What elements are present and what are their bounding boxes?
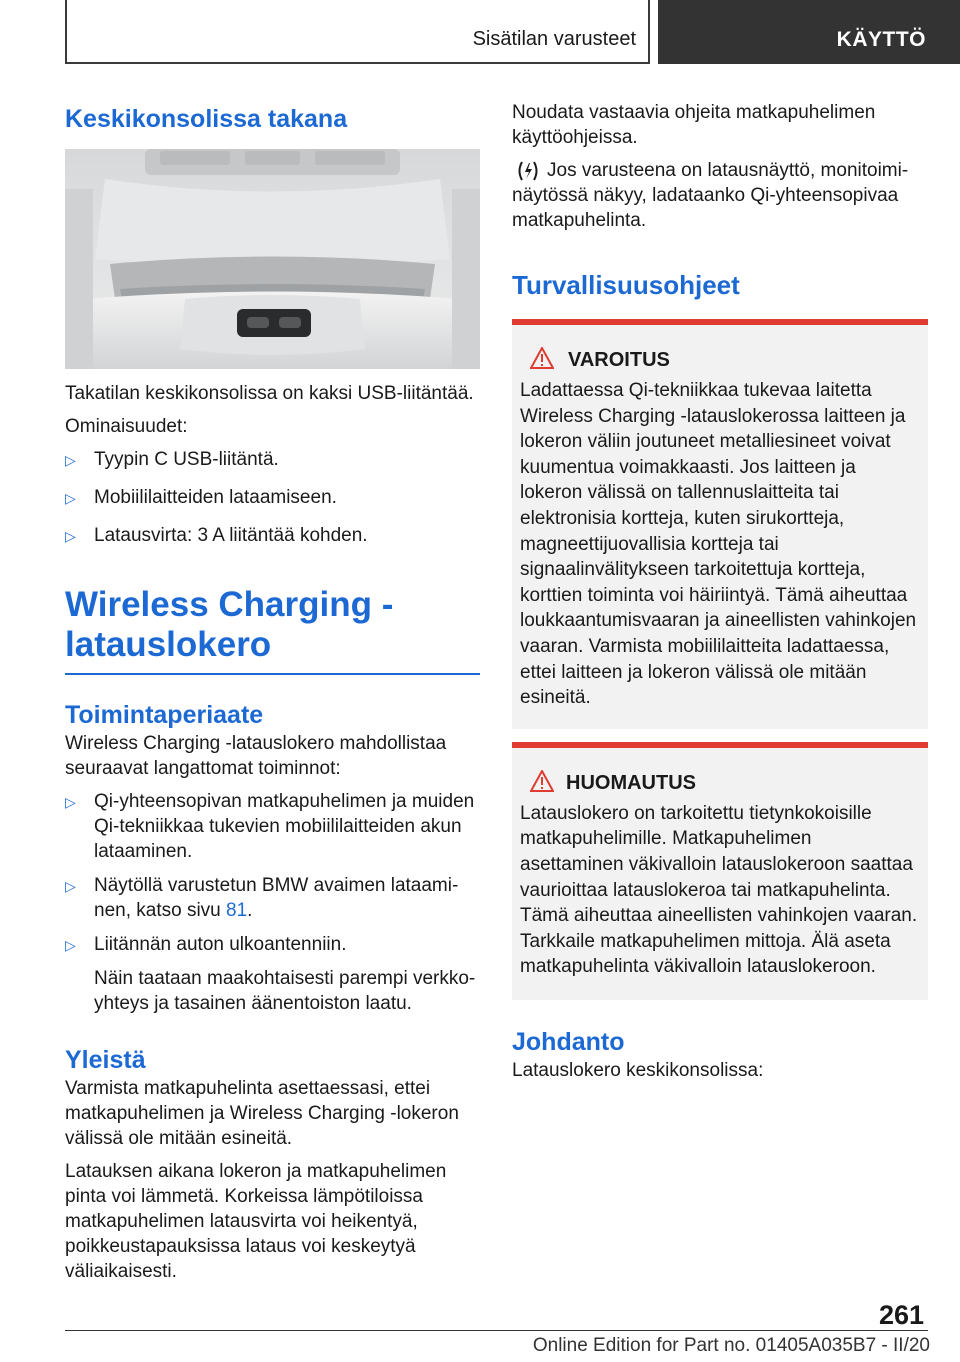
header-chapter-label: KÄYTTÖ <box>836 28 926 51</box>
antenna-note: Näin taataan maakohtaisesti parempi verkkoyhteys ja tasainen äänentoiston laatu. <box>94 968 476 1014</box>
features-list <box>65 447 480 548</box>
list-item: ▷ Qi-yhteensopivan matkapuhelimen ja muiden Qi-tekniikkaa tukevien mobiililaitteiden akun lataaminen. <box>65 791 475 862</box>
wireless-charging-title: Wireless Charging -latauslokero <box>65 585 394 664</box>
edition-info: Online Edition for Part no. 01405A035B7 - II/20 <box>532 1335 930 1356</box>
general-paragraph-1: Varmista matkapuhelinta asettaessasi, ettei matkapuhelimen ja Wireless Charging -lokeron välissä ole mitään esineitä. <box>65 1078 459 1149</box>
principle-heading: Toimintaperiaate <box>65 701 264 729</box>
intro-paragraph: Noudata vastaavia ohjeita matkapuhelimen käyttöohjeissa. <box>512 102 876 148</box>
warning-text: Ladattaessa Qi-tekniikkaa tukevaa laitetta Wireless Charging -latauslokerossa laitteen ja lokeron väliin joutuneet metalliesineet voivat kuumentua voimakkaasti. Jos laitteen ja lokeron välissä on tallennuslaitteita tai elektronisia kortteja, kuten sirukortteja, magneettijuovallisia kortteja tai signaalinvälitykseen tarkoitettuja kortteja, korttien toiminta voi häiriintyä. Tämä aiheuttaa loukkaantumisvaaran ja aineellisten vahinkojen vaaran. Varmista mobiililaitteita ladattaessa, ettei laitteen ja lokeron välissä ole mitään esineitä. <box>520 380 917 709</box>
list-item: ▷ Tyypin C USB-liitäntä. <box>65 447 480 472</box>
notice-label: HUOMAUTUS <box>566 771 696 794</box>
list-item: ▷ Latausvirta: 3 A liitäntää kohden. <box>65 523 480 548</box>
photo-caption: Takatilan keskikonsolissa on kaksi USB-liitäntää. <box>65 383 474 404</box>
triangle-bullet-icon: ▷ <box>65 878 76 894</box>
warning-box <box>512 319 928 729</box>
display-note: Jos varusteena on latausnäyttö, monitoiminäytössä näkyy, ladataanko Qi-yhteensopivaa matkapuhelinta. <box>512 160 909 231</box>
notice-box <box>512 742 928 1000</box>
list-item: ▷ Mobiililaitteiden lataamiseen. <box>65 485 480 510</box>
list-item: ▷ Näytöllä varustetun BMW avaimen lataaminen, katso sivu 81. <box>65 875 459 921</box>
introduction-heading: Johdanto <box>512 1027 625 1056</box>
warning-triangle-icon <box>530 770 554 797</box>
triangle-bullet-icon: ▷ <box>65 528 76 544</box>
header-section-title: Sisätilan varusteet <box>472 28 636 50</box>
general-heading: Yleistä <box>65 1046 146 1074</box>
header-section-box <box>65 0 650 64</box>
principle-list <box>65 789 480 1016</box>
page-reference-link[interactable]: 81 <box>226 900 248 921</box>
principle-text: Wireless Charging -latauslokero mahdollistaa seuraavat langattomat toiminnot: <box>65 733 447 779</box>
wireless-charge-icon <box>516 160 538 182</box>
title-divider <box>65 673 480 675</box>
general-paragraph-2: Latauksen aikana lokeron ja matkapuhelimen pinta voi lämmetä. Korkeissa lämpötiloissa matkapuhelimen latausvirta voi heikentyä, poikkeustapauksissa lataus voi keskeytyä väliaikaisesti. <box>65 1161 447 1282</box>
triangle-bullet-icon: ▷ <box>65 937 76 953</box>
page-number: 261 <box>878 1300 924 1330</box>
header-chapter-tab[interactable] <box>658 0 960 64</box>
safety-heading: Turvallisuusohjeet <box>512 270 740 300</box>
introduction-text: Latauslokero keskikonsolissa: <box>512 1059 764 1081</box>
features-label: Ominaisuudet: <box>65 416 188 437</box>
display-note-block <box>512 158 928 233</box>
usb-console-illustration <box>65 149 480 369</box>
triangle-bullet-icon: ▷ <box>65 490 76 506</box>
rear-console-usb-photo <box>65 149 480 369</box>
triangle-bullet-icon: ▷ <box>65 452 76 468</box>
rear-console-heading: Keskikonsolissa takana <box>65 105 348 133</box>
warning-label: VAROITUS <box>568 349 670 371</box>
notice-text: Latauslokero on tarkoitettu tietynkokoisille matkapuhelimille. Matkapuhelimen asettaminen väkivalloin latauslokeroon saattaa vaurioittaa latauslokeroa tai matkapuhelinta. Tämä aiheuttaa aineellisten vahinkojen vaaran. Tarkkaile matkapuhelimen mittoja. Älä aseta matkapuhelinta väkivalloin latauslokeroon. <box>520 802 918 978</box>
warning-triangle-icon <box>530 347 554 374</box>
left-column <box>65 100 480 1284</box>
triangle-bullet-icon: ▷ <box>65 794 76 810</box>
footer-divider <box>65 1330 928 1331</box>
list-item: ▷ Liitännän auton ulkoantenniin. Näin taataan maakohtaisesti parempi verkkoyhteys ja tasainen äänentoiston laatu. <box>65 932 480 1016</box>
right-column <box>512 100 928 1083</box>
